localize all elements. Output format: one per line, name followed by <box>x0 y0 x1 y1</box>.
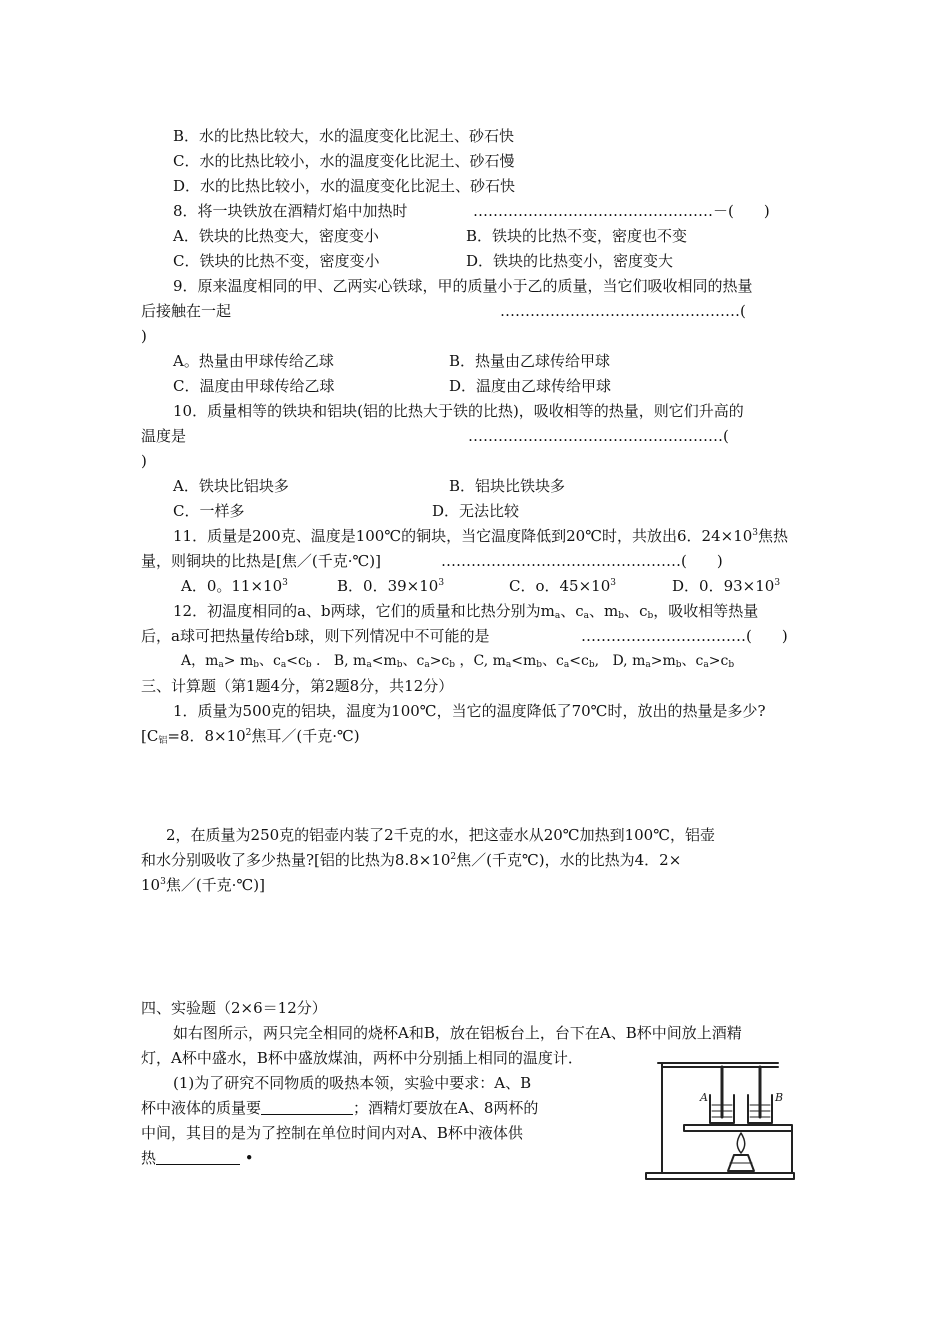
q11-option-b: B．0．$39\times 10^3$ <box>337 577 445 595</box>
exp-intro-line1: 如右图所示，两只完全相同的烧杯A和B，放在铝板台上，台下在A、B杯中间放上酒精 <box>173 1024 742 1042</box>
q8-option-b: B．铁块的比热不变，密度也不变 <box>466 227 688 245</box>
q9-option-a: A。热量由甲球传给乙球 <box>173 352 334 370</box>
q7-option-b: B．水的比热比较大，水的温度变化比泥土、砂石快 <box>173 127 515 145</box>
q9-stem-line1: 9．原来温度相同的甲、乙两实心铁球，甲的质量小于乙的质量，当它们吸收相同的热量 <box>173 277 753 295</box>
q9-option-c: C．温度由甲球传给乙球 <box>173 377 335 395</box>
exp-part1-line2: 杯中液体的质量要 ；酒精灯要放在A、8两杯的 <box>141 1099 539 1117</box>
q7-option-d: D．水的比热比较小，水的温度变化比泥土、砂石快 <box>173 177 516 195</box>
apparatus-figure <box>642 1055 802 1185</box>
q8-option-c: C．铁块的比热不变，密度变小 <box>173 252 380 270</box>
q11-option-d: D．0．$93\times 10^3$ <box>672 577 781 595</box>
exp-intro-line2: 灯，A杯中盛水，B杯中盛放煤油，两杯中分别插上相同的温度计． <box>141 1049 583 1067</box>
exp-part1-line3: 中间，其目的是为了控制在单位时间内对A、B杯中液体供 <box>141 1124 523 1142</box>
q10-stem-line1: 10．质量相等的铁块和铝块(铝的比热大于铁的比热)，吸收相等的热量，则它们升高的 <box>173 402 744 420</box>
q7-option-c: C．水的比热比较小，水的温度变化比泥土、砂石慢 <box>173 152 515 170</box>
q12-options: A，$m_a> m_b$、$c_a<c_b$ . B, $m_a<m_b$、$c_a>c_b$ ，C, $m_a<m_b$、$c_a<c_b$, D, $m_a>m_b$、$c_a>c_b$ <box>181 653 735 670</box>
calc-q2-line1: 2，在质量为250克的铝壶内装了2千克的水，把这壶水从20℃加热到100℃，铝壶 <box>166 826 715 844</box>
exp-part1-line4: 热 • <box>141 1149 254 1167</box>
q8-stem: 8．将一块铁放在酒精灯焰中加热时 <box>173 202 408 220</box>
q11-dots: …………………………………………( ) <box>441 552 723 570</box>
calc-q2-line3: $10^3$焦／(千克·℃)] <box>141 876 265 894</box>
q10-stem-line2: 温度是 <box>141 427 187 445</box>
q8-option-d: D．铁块的比热变小，密度变大 <box>466 252 674 270</box>
q12-stem-line1: 12．初温度相同的a、b两球，它们的质量和比热分别为$m_a$、$c_a$、$m_b$、$c_b$，吸收相等热量 <box>173 602 759 621</box>
beaker-b-label: B <box>775 1091 784 1104</box>
q11-stem-line1: 11．质量是200克、温度是100℃的铜块，当它温度降低到20℃时，共放出6．$24\times 10^3$焦热 <box>173 527 789 545</box>
q9-close-paren: ) <box>141 327 147 345</box>
q9-dots: …………………………………………( <box>500 302 746 320</box>
q10-option-b: B．铝块比铁块多 <box>449 477 566 495</box>
q10-option-d: D．无法比较 <box>432 502 520 520</box>
heat-answer-blank[interactable] <box>156 1150 240 1165</box>
q12-dots: ……………………………( ) <box>581 627 788 645</box>
q8-option-a: A．铁块的比热变大，密度变小 <box>173 227 379 245</box>
exp-part1-line1: (1)为了研究不同物质的吸热本领，实验中要求：A、B <box>173 1074 532 1092</box>
q10-option-c: C．一样多 <box>173 502 245 520</box>
q10-close-paren: ) <box>141 452 147 470</box>
mass-answer-blank[interactable] <box>261 1100 353 1115</box>
q11-option-a: A．0。$11\times 10^3$ <box>181 577 288 595</box>
q9-stem-line2: 后接触在一起 <box>141 302 232 320</box>
q10-option-a: A．铁块比铝块多 <box>173 477 289 495</box>
q11-option-c: C．o．$45\times 10^3$ <box>509 577 616 595</box>
q8-dots: …………………………………………－( ) <box>473 202 770 220</box>
q9-option-d: D．温度由乙球传给甲球 <box>449 377 612 395</box>
calc-q1-line1: 1．质量为500克的铝块，温度为100℃，当它的温度降低了70℃时，放出的热量是多少? <box>173 702 766 720</box>
section3-heading: 三、计算题（第1题4分，第2题8分，共12分） <box>141 677 454 695</box>
calc-q1-line2: [$C_铝=8$．$8\times 10^2$焦耳／(千克·℃) <box>141 727 360 746</box>
q9-option-b: B．热量由乙球传给甲球 <box>449 352 611 370</box>
q12-stem-line2: 后，a球可把热量传给b球，则下列情况中不可能的是 <box>141 627 490 645</box>
q11-stem-line2: 量，则铜块的比热是[焦／(千克·℃)] <box>141 552 381 570</box>
q10-dots: ……………………………………………( <box>468 427 729 445</box>
beaker-a-label: A <box>700 1091 708 1104</box>
section4-heading: 四、实验题（2×6＝12分） <box>141 999 327 1017</box>
calc-q2-line2: 和水分别吸收了多少热量?[铝的比热为$8.8\times 10^2$焦／(千克℃)，水的比热为4．2× <box>141 851 682 869</box>
